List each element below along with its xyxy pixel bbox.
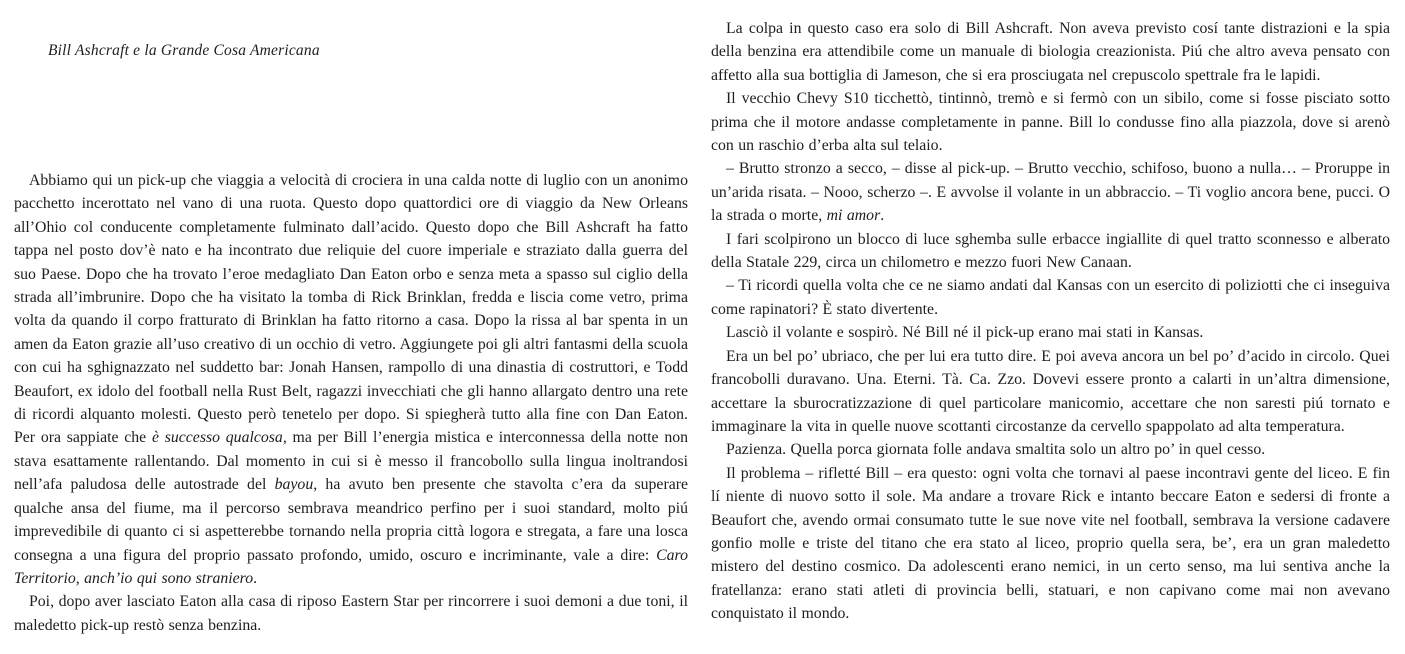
italic-text-segment: mi amor <box>826 207 881 225</box>
text-segment: I fari scolpirono un blocco di luce sghemba sulle erbacce ingiallite di quel tratto sconnesso e alberato della Statale 229, circa un chilometro e mezzo fuori New Canaan. <box>711 230 1390 272</box>
text-segment: , ha avuto ben presente che stavolta c’era da superare qualche ansa del fiume, ma il percorso sembrava meandrico perfino per i suoi standard, molto piú imprevedibile di quanto ci si aspetterebbe tornando nella propria città logora e stregata, a fare una losca consegna a una figura del proprio passato profondo, umido, oscuro e incriminante, vale a dire: <box>14 476 688 564</box>
text-segment: Pazienza. Quella porca giornata folle andava smaltita solo un altro po’ in quel cesso. <box>726 441 1266 459</box>
text-segment: Era un bel po’ ubriaco, che per lui era tutto dire. E poi aveva ancora un bel po’ d’acido in circolo. Quei francobolli duravano. Una. Eterni. Tà. Ca. Zzo. Dovevi essere pronto a calarti in un’altra dimensione, accettare la sburocratizzazione di quel particolare manicomio, accettare che non saresti piú tornato e immaginare la vita in quelle nuove scottanti circostanze da cervello spappolato ad alta temperatura. <box>711 347 1390 435</box>
paragraph <box>711 17 1390 87</box>
text-segment: . <box>253 569 258 587</box>
right-column-text <box>711 17 1390 626</box>
paragraph <box>711 157 1390 227</box>
paragraph <box>711 321 1390 344</box>
text-segment: – Brutto stronzo a secco, – disse al pick-up. – Brutto vecchio, schifoso, buono a nulla… – Proruppe in un’arida risata. – Nooo, scherzo –. E avvolse il volante in un abbraccio. – Ti voglio ancora bene, pucci. O la strada o morte, <box>711 160 1390 225</box>
right-page-column <box>711 0 1390 654</box>
paragraph <box>14 590 688 637</box>
paragraph <box>711 274 1390 321</box>
text-segment: Il problema – rifletté Bill – era questo: ogni volta che tornavi al paese incontravi gente del liceo. E fin lí niente di nuovo sotto il sole. Ma andare a trovare Rick e intanto beccare Eaton e sedersi di fronte a Beaufort che, avendo ormai consumato tutte le sue nove vite nel football, sembrava la versione cadavere gonfio molle e triste del titano che era stato al liceo, proprio quella sera, be’, era un gran maledetto mistero del destino cosmico. Da adolescenti erano nemici, in un certo senso, ma lui sentiva anche la fratellanza: erano stati atleti di provincia belli, statuari, e non capivano come mai non avevano conquistato il mondo. <box>711 464 1390 623</box>
text-segment: La colpa in questo caso era solo di Bill Ashcraft. Non aveva previsto cosí tante distrazioni e la spia della benzina era attendibile come un manuale di biologia creazionista. Piú che altro aveva pensato con affetto alla sua bottiglia di Jameson, che si era prosciugata nel crepuscolo spettrale fra le lapidi. <box>711 20 1390 84</box>
text-segment: Abbiamo qui un pick-up che viaggia a velocità di crociera in una calda notte di luglio con un anonimo pacchetto incerottato nel vano di una ruota. Questo dopo quattordici ore di viaggio da New Orleans all’Ohio col conducente completamente fulminato dall’acido. Questo dopo che Bill Ashcraft ha fatto tappa nel posto dov’è nato e ha incontrato due reliquie del cuore imperiale e straziato dalla guerra del suo Paese. Dopo che ha trovato l’eroe medagliato Dan Eaton orbo e senza meta a spasso sul ciglio della strada all’imbrunire. Dopo che ha visitato la tomba di Rick Brinklan, fredda e liscia come vetro, prima volta da quando il corpo fratturato di Brinklan ha fatto ritorno a casa. Dopo la rissa al bar spenta in un amen da Eaton grazie all’uso creativo di un occhio di vetro. Aggiungete poi gli altri fantasmi della scuola con cui ha sghignazzato nel suddetto bar: Jonah Hansen, rampollo di una dinastia di costruttori, e Todd Beaufort, ex idolo del football nella Rust Belt, ragazzi invecchiati che gli hanno allargato dentro una rete di ricordi alquanto molesti. Questo però tenetelo per dopo. Si spiegherà tutto alla fine con Dan Eaton. Per ora sappiate che <box>14 172 688 447</box>
chapter-title: Bill Ashcraft e la Grande Cosa Americana <box>48 42 320 59</box>
paragraph <box>711 87 1390 157</box>
text-segment: Il vecchio Chevy S10 ticchettò, tintinnò, tremò e si fermò con un sibilo, come si fosse pisciato sotto prima che il motore andasse completamente in panne. Bill lo condusse fino alla piazzola, dove si arenò con un raschio d’erba alta sul telaio. <box>711 90 1390 155</box>
text-segment: . <box>880 207 885 225</box>
text-segment: , ma per Bill l’energia mistica e interconnessa della notte non stava esattamente rallentando. Dal momento in cui si è messo il francobollo sulla lingua inoltrandosi nell’afa paludosa delle autostrade del <box>14 429 689 494</box>
text-segment: Poi, dopo aver lasciato Eaton alla casa di riposo Eastern Star per rincorrere i suoi demoni a due toni, il maledetto pick-up restò senza benzina. <box>14 593 688 634</box>
paragraph <box>711 228 1390 275</box>
italic-text-segment: bayou <box>274 476 314 494</box>
paragraph <box>711 345 1390 439</box>
left-column-text <box>14 169 688 637</box>
left-page-column <box>14 0 688 654</box>
paragraph <box>14 169 688 590</box>
italic-text-segment: Caro Territorio, anch’io qui sono straniero <box>14 546 688 587</box>
italic-text-segment: è successo qualcosa <box>151 429 283 447</box>
paragraph <box>711 462 1390 626</box>
paragraph <box>711 438 1390 461</box>
text-segment: – Ti ricordi quella volta che ce ne siamo andati dal Kansas con un esercito di poliziotti che ci inseguiva come rapinatori? È stato divertente. <box>711 277 1390 318</box>
text-segment: Lasciò il volante e sospirò. Né Bill né il pick-up erano mai stati in Kansas. <box>726 324 1204 342</box>
